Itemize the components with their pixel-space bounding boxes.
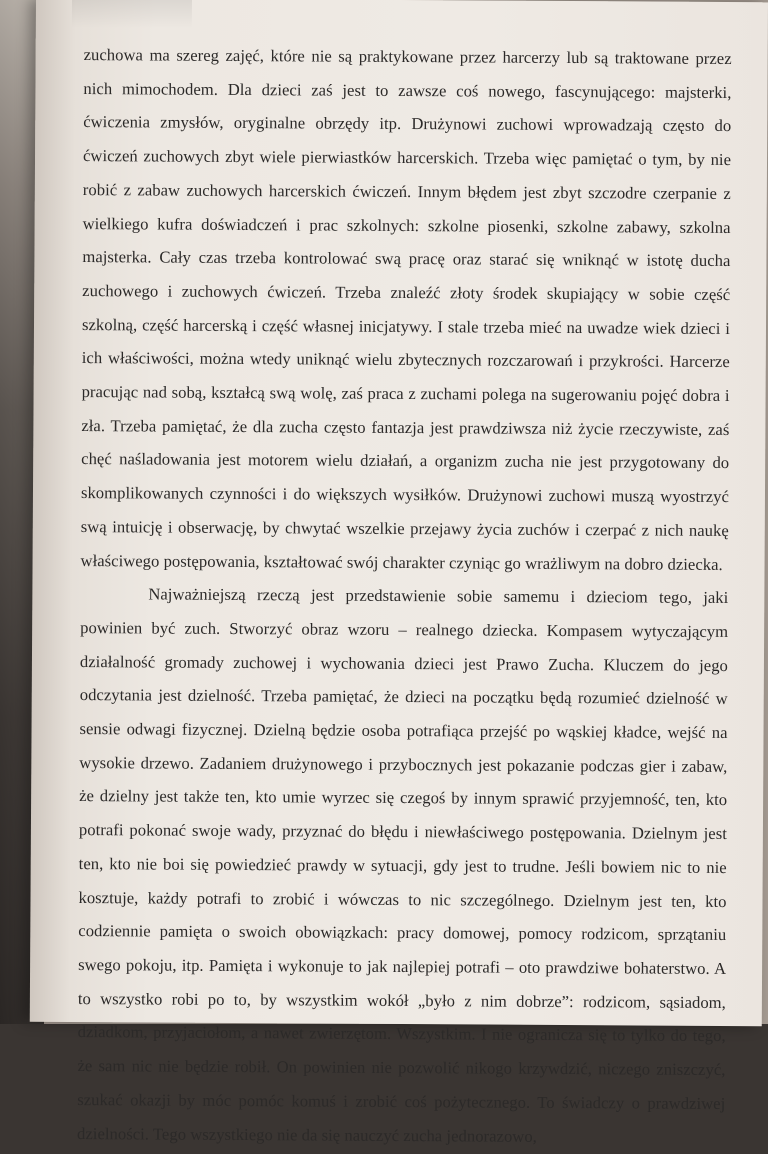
paragraph-2: Najważniejszą rzeczą jest przedstawienie sobie samemu i dzieciom tego, jaki powinien być zuch. Stworzyć obraz wzoru – realnego dziecka. Kompasem wytyczającym działalność gromady zuchowej i wychowania dzieci jest Prawo Zucha. Kluczem do jego odczytania jest dzielność. Trzeba pamiętać, że dzieci na początku będą rozumieć dzielność w sensie odwagi fizycznej. Dzielną będzie osoba potrafiąca przejść po wąskiej kładce, wejść na wysokie drzewo. Zadaniem drużynowego i przybocznych jest pokazanie podczas gier i zabaw, że dzielny jest także ten, kto umie wyrzec się czegoś by innym sprawić przyjemność, ten, kto potrafi pokonać swoje wady, przyznać do błędu i niewłaściwego postępowania. Dzielnym jest ten, kto nie boi się powiedzieć prawdy w sytuacji, gdy jest to trudne. Jeśli bowiem nic to nie kosztuje, każdy potrafi to zrobić i wówczas to nic szczególnego. Dzielnym jest ten, kto codziennie pamięta o swoich obowiązkach: pracy domowej, pomocy rodzicom, sprzątaniu swego pokoju, itp. Pamięta i wykonuje to jak najlepiej potrafi – oto prawdziwe bohaterstwo. A to wszystko robi po to, by wszystkim wokół „było z nim dobrze”: rodzicom, sąsiadom, dziadkom, przyjaciołom, a nawet zwierzętom. Wszystkim. I nie ogranicza się to tylko do tego, że sam nic nie będzie robił. On powinien nie pozwolić nikogo krzywdzić, niczego zniszczyć, szukać okazji by móc pomóc komuś i zrobić coś pożytecznego. To świadczy o prawdziwej dzielności. Tego wszystkiego nie da się nauczyć zucha jednorazowo, (77, 584, 729, 1146)
paragraph-1: zuchowa ma szereg zajęć, które nie są praktykowane przez harcerzy lub są traktowane przez nich mimochodem. Dla dzieci zaś jest to zawsze coś nowego, fascynującego: majsterki, ćwiczenia zmysłów, oryginalne obrzędy itp. Drużynowi zuchowi wprowadzają często do ćwiczeń zuchowych zbyt wiele pierwiastków harcerskich. Trzeba więc pamiętać o tym, by nie robić z zabaw zuchowych harcerskich ćwiczeń. Innym błędem jest zbyt szczodre czerpanie z wielkiego kufra doświadczeń i prac szkolnych: szkolne piosenki, szkolne zabawy, szkolna majsterka. Cały czas trzeba kontrolować swą pracę oraz starać się wniknąć w istotę ducha zuchowego i zuchowych ćwiczeń. Trzeba znaleźć złoty środek skupiający w sobie część szkolną, część harcerską i część własnej inicjatywy. I stale trzeba mieć na uwadze wiek dzieci i ich właściwości, można wtedy uniknąć wielu zbytecznych rozczarowań i przykrości. Harcerze pracując nad sobą, kształcą swą wolę, zaś praca z zuchami polega na sugerowaniu pojęć dobra i zła. Trzeba pamiętać, że dla zucha często fantazja jest prawdziwsza niż życie rzeczywiste, zaś chęć naśladowania jest motorem wielu działań, a organizm zucha nie jest przygotowany do skomplikowanych czynności i do większych wysiłków. Drużynowi zuchowi muszą wyostrzyć swą intuicję i obserwację, by chwytać wszelkie przejawy życia zuchów i czerpać z nich naukę właściwego postępowania, kształtować swój charakter czyniąc go wrażliwym na dobro dziecka. (80, 45, 732, 574)
document-page (30, 0, 768, 1146)
page-fold-shadow (72, 0, 192, 29)
document-body (77, 38, 732, 1154)
